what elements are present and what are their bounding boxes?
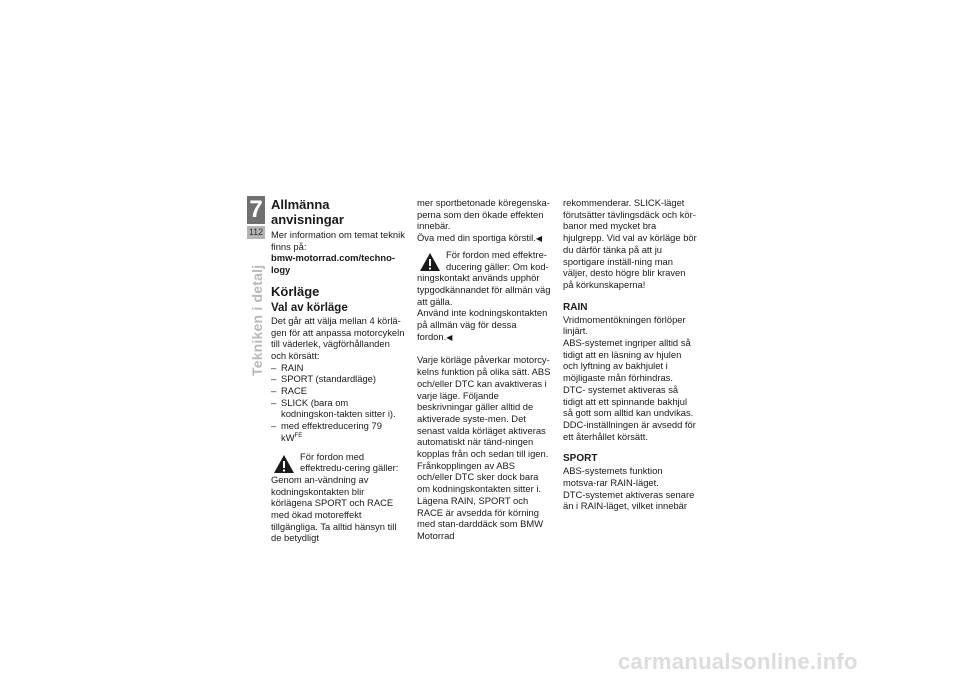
choice-text: Det går att välja mellan 4 körlä-gen för att anpassa motorcykeln till väderlek, vägförhållanden och körsätt: — [271, 314, 405, 361]
heading-mode-choice: Val av körläge — [271, 301, 348, 314]
sport-text: DTC-systemet aktiveras senare än i RAIN-läget, vilket innebär — [563, 488, 695, 512]
no-public-road-text — [417, 307, 551, 343]
heading-sport: SPORT — [563, 453, 598, 465]
heading-rain: RAIN — [563, 301, 588, 313]
list-item: – SLICK (bara om kodningskon-takten sitter i). — [271, 397, 405, 420]
info-url: bmw-motorrad.com/techno-logy — [271, 252, 395, 276]
mode-description-text: Varje körläge påverkar motorcy-kelns funktion på olika sätt. ABS och/eller DTC kan avaktiveras i varje läge. Följande beskrivningar gäller alltid de aktiverade syste-men. Det senast valda körläget aktiveras automatiskt när tänd-ningen kopplas från och sedan till igen. Frånkopplingen av ABS och/eller DTC sker dock bara om kodningskontakten sitter i. Lägena RAIN, SPORT och RACE är avsedda för körning med stan-darddäck som BMW Motorrad — [417, 354, 551, 541]
rain-text: Vridmomentökningen förlöper linjärt. — [563, 313, 686, 337]
rain-text: DDC-inställningen är avsedd för ett återhållet körsätt. — [563, 418, 696, 442]
mode-cont-text: rekommenderar. SLICK-läget förutsätter tävlingsdäck och kör-banor med mycket bra hjulgrepp. Vid val av körläge bör du därför tänka på att ju sportigare inställ-ning man väljer, desto högre blir kraven på körkunskaperna! — [563, 197, 697, 290]
practice-text — [417, 232, 551, 245]
info-text: Mer information om temat teknik finns på: — [271, 229, 405, 252]
list-item: – SPORT (standardläge) — [271, 373, 405, 385]
mode-list — [271, 362, 405, 421]
no-public-label: Använd inte kodningskontakten på allmän väg för dessa fordon. — [417, 307, 548, 342]
reduced-list — [271, 420, 405, 443]
warning-text-1: För fordon med effektredu-cering gäller: Genom an-vändning av kodningskontakten blir körlägena SPORT och RACE med ökad motoreffekt tillgängliga. Ta alltid hänsyn till de betydligt — [271, 450, 399, 544]
reduced-sup: FE — [294, 432, 303, 439]
page-number: 112 — [248, 227, 264, 237]
chapter-number: 7 — [247, 196, 265, 224]
column-2 — [417, 197, 551, 542]
rain-text: DTC- systemet aktiveras så tidigt att ett spinnande bakhjul så gott som alltid kan undvikas. — [563, 383, 694, 419]
list-item: – RACE — [271, 385, 405, 397]
heading-riding-mode: Körläge — [271, 283, 320, 299]
column-3 — [563, 197, 697, 512]
sport-cont-text: mer sportbetonade köregenska-perna som den ökade effekten innebär. — [417, 197, 550, 232]
heading-general: Allmänna anvisningar — [271, 197, 344, 227]
column-1 — [271, 197, 405, 544]
end-mark-icon: ◀ — [535, 234, 542, 244]
rain-text: ABS-systemet ingriper alltid så tidigt att en läsning av hjulen och lyftning av bakhjulet i möjligaste mån förhindras. — [563, 337, 691, 384]
chapter-side-title: Tekniken i detalj — [249, 264, 265, 376]
warning-block-1 — [271, 451, 405, 545]
list-item: – RAIN — [271, 362, 405, 374]
warning-icon — [273, 454, 295, 474]
warning-icon — [419, 252, 441, 272]
end-mark-icon: ◀ — [446, 332, 453, 342]
sport-text: ABS-systemets funktion motsva-rar RAIN-läget. — [563, 465, 663, 489]
warning-text-2: För fordon med effektre-ducering gäller: Om kod-ningskontakt används upphör typgodkännandet för allmän väg att gälla. — [417, 248, 551, 307]
reduced-text: med effektreducering 79 kW — [281, 420, 382, 443]
practice-label: Öva med din sportiga körstil. — [417, 232, 536, 244]
chapter-tab — [247, 196, 265, 239]
watermark: carmanualsonline.info — [618, 649, 858, 674]
list-item — [271, 420, 405, 443]
warning-block-2 — [417, 249, 551, 344]
